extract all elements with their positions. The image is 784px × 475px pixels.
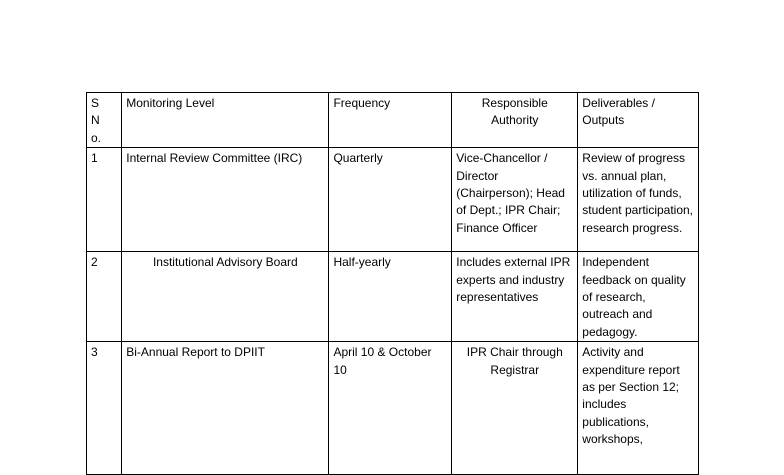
row-1-responsible-authority: Vice-Chancellor / Director (Chairperson); Head of Dept.; IPR Chair; Finance Officer [452, 148, 578, 252]
row-3-frequency: April 10 & October 10 [329, 342, 452, 475]
row-3-responsible-authority: IPR Chair through Registrar [452, 342, 578, 475]
row-2-frequency: Half-yearly [329, 252, 452, 342]
header-sno: S No. [87, 93, 122, 148]
row-2-responsible-authority: Includes external IPR experts and industry representatives [452, 252, 578, 342]
row-2-monitoring-level: Institutional Advisory Board [122, 252, 329, 342]
header-frequency: Frequency [329, 93, 452, 148]
table-row [87, 342, 699, 475]
row-3-sno: 3 [87, 342, 122, 475]
row-1-frequency: Quarterly [329, 148, 452, 252]
row-3-deliverables: Activity and expenditure report as per Section 12; includes publications, workshops, [578, 342, 699, 475]
header-monitoring-level: Monitoring Level [122, 93, 329, 148]
table-header-row [87, 93, 699, 148]
row-1-sno: 1 [87, 148, 122, 252]
table-row [87, 148, 699, 252]
row-1-deliverables: Review of progress vs. annual plan, utilization of funds, student participation, research progress. [578, 148, 699, 252]
row-2-sno: 2 [87, 252, 122, 342]
header-deliverables: Deliverables / Outputs [578, 93, 699, 148]
monitoring-table [86, 92, 699, 475]
header-responsible-authority: Responsible Authority [452, 93, 578, 148]
table-row [87, 252, 699, 342]
row-2-deliverables: Independent feedback on quality of research, outreach and pedagogy. [578, 252, 699, 342]
row-1-monitoring-level: Internal Review Committee (IRC) [122, 148, 329, 252]
row-3-monitoring-level: Bi-Annual Report to DPIIT [122, 342, 329, 475]
